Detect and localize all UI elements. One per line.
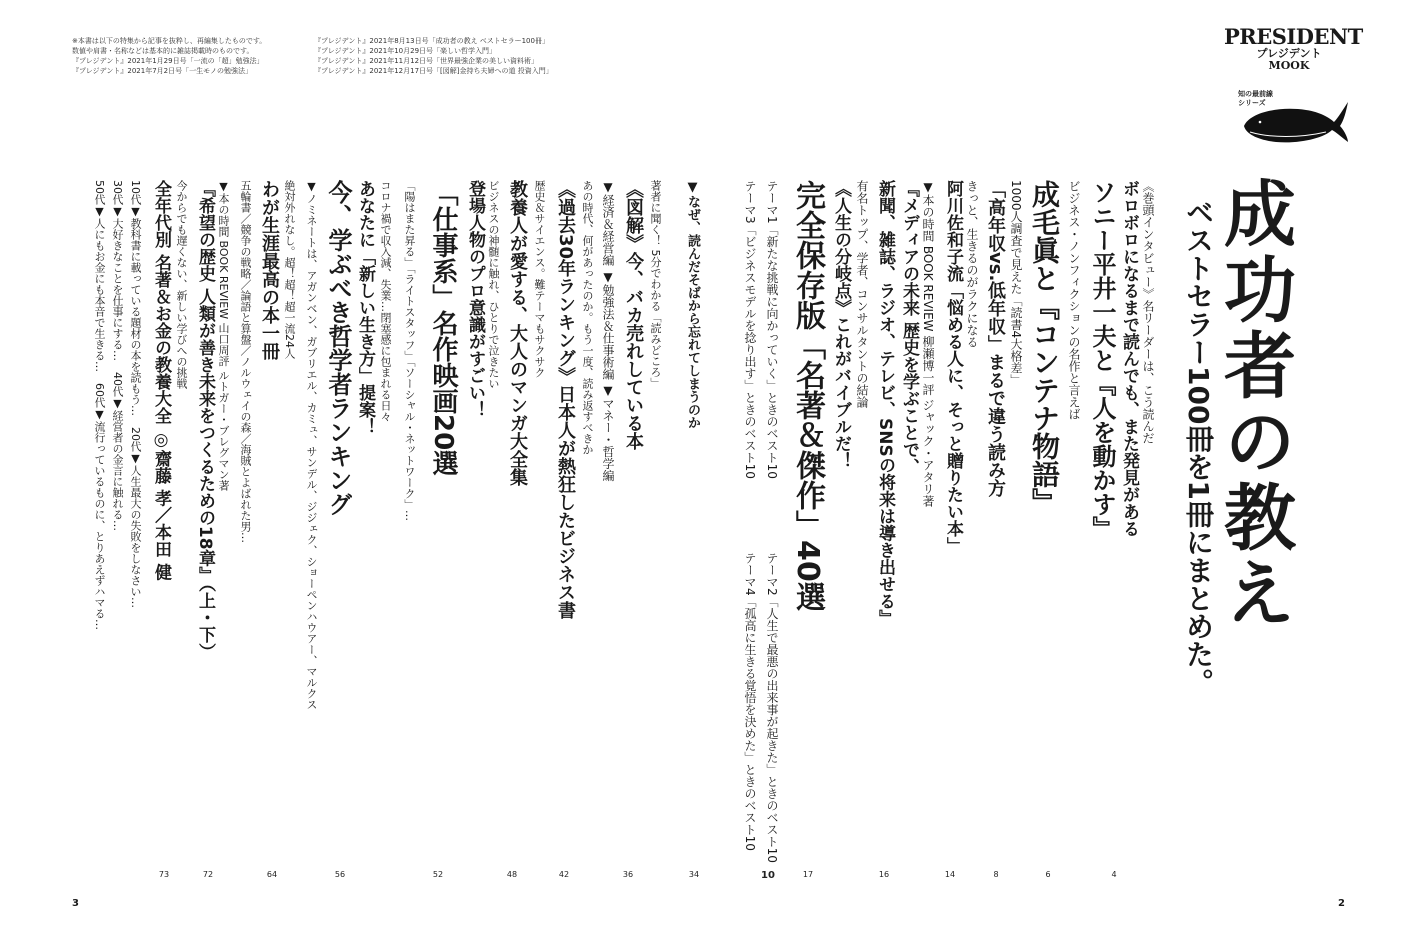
toc-s14-kicker: ▼本の時間 BOOK REVIEW 山口周評 ルトガー・ブレグマン著 xyxy=(217,180,230,492)
toc-page-number: 6 xyxy=(1045,870,1051,879)
toc-page-number: 52 xyxy=(432,870,444,879)
logo-mook: MOOK xyxy=(1268,59,1310,72)
toc-page-number: 16 xyxy=(878,870,890,879)
note-line: 数値や肩書・名称などは基本的に雑誌掲載時のものです。 xyxy=(72,47,254,55)
toc-s11-kicker: ビジネスの神髄に触れ、ひとりで泣きたい xyxy=(487,180,500,389)
toc-s1-kicker: 《巻頭インタビュー》名リーダーは、こう読んだ xyxy=(1141,180,1155,444)
toc-s3-kicker: 1000人調査で見えた「読書4大格差」 xyxy=(1009,180,1023,387)
note-line: 『プレジデント』2021年10月29日号「楽しい哲学入門」 xyxy=(314,47,497,55)
source-notes-left xyxy=(72,36,266,76)
toc-page-number: 48 xyxy=(506,870,518,879)
note-line: 『プレジデント』2021年12月17日号「[図解]金持ち夫婦への道 投資入門」 xyxy=(314,67,553,75)
whale-icon xyxy=(1240,92,1350,148)
toc-s15-kicker: 今からでも遅くない、新しい学びへの挑戦 xyxy=(175,180,188,389)
toc-s13-kicker: 絶対外れなし。超！超！超一流24人 xyxy=(283,180,296,359)
toc-s10-line1: 教養人が愛する、大人のマンガ大全集 xyxy=(507,180,528,486)
toc-s6-kicker: 有名トップ、学者、コンサルタントの結論 xyxy=(855,180,869,408)
toc-s8-line1: 《図解》今、バカ売れしている本 xyxy=(623,180,644,450)
toc-s15-row: 30代▼大好きなことを仕事にする… 40代▼経営者の金言に触れる… xyxy=(111,180,124,531)
toc-s6-theme4: テーマ4「孤高に生きる覚悟を決めた」ときのベスト10 xyxy=(743,552,757,851)
logo-subtitle: プレジデント xyxy=(1256,47,1322,60)
folio-right: 2 xyxy=(1338,898,1345,909)
toc-s9-line1: 《過去30年ランキング》日本人が熱狂したビジネス書 xyxy=(555,180,576,620)
toc-s10-kicker: 歴史＆サイエンス。難テーマもサクサク xyxy=(533,180,546,378)
note-line: 『プレジデント』2021年1月29日号「一流の「超」勉強法」 xyxy=(72,57,264,65)
toc-s6-line2: 完全保存版「名著＆傑作」40選 xyxy=(790,180,825,612)
toc-page-number: 56 xyxy=(334,870,346,879)
note-line: 『プレジデント』2021年8月13日号「成功者の教え ベストセラー100冊」 xyxy=(314,37,549,45)
toc-s11-line2: 「仕事系」名作映画20選 xyxy=(428,180,458,477)
toc-s3-line1: 「高年収vs.低年収」まるで違う読み方 xyxy=(985,180,1006,498)
series-line: シリーズ xyxy=(1238,99,1266,107)
toc-s5-line2: 新聞、雑誌、ラジオ、テレビ、SNSの将来は導き出せる』 xyxy=(875,180,895,627)
toc-s13-line2: 五輪書／競争の戦略／論語と算盤／ノルウェイの森／海賊とよばれた男… xyxy=(239,180,252,543)
toc-s6-line1: 《人生の分岐点》これがバイブルだ！ xyxy=(831,180,851,469)
folio-left: 3 xyxy=(72,898,79,909)
toc-s2-line1: 成毛眞と『コンテナ物語』 xyxy=(1028,180,1061,516)
toc-page-number: 72 xyxy=(202,870,214,879)
toc-s1-line1: ボロボロになるまで読んでも、また発見がある xyxy=(1119,180,1139,537)
toc-s7-line1: ▼なぜ、読んだそばから忘れてしまうのか xyxy=(685,180,700,429)
note-line: ※本書は以下の特集から記事を抜粋し、再編集したものです。 xyxy=(72,37,267,45)
toc-s12-line3: ▼ノミネートは、アガンベン、ガブリエル、カミュ、サンデル、ジジェク、ショーペンハウアー、マルクス xyxy=(305,180,318,710)
toc-s13-line1: わが生涯最高の本一冊 xyxy=(259,180,280,360)
toc-page-number: 14 xyxy=(944,870,956,879)
toc-page-number: 17 xyxy=(802,870,814,879)
toc-s5-kicker: ▼本の時間 BOOK REVIEW 柳瀬博一評 ジャック・アタリ著 xyxy=(921,180,935,508)
book-subtitle: ベストセラー100冊を1冊にまとめた。 xyxy=(1182,198,1215,696)
toc-s8-kicker: 著者に聞く！ 5分でわかる「読みどころ」 xyxy=(649,180,662,389)
toc-s8-line2: ▼経済＆経営編 ▼勉強法＆仕事術編 ▼マネー・哲学編 xyxy=(601,180,615,482)
toc-page-number: 4 xyxy=(1111,870,1117,879)
toc-page-number: 10 xyxy=(761,870,775,881)
toc-s1-line2: ソニー平井一夫と『人を動かす』 xyxy=(1088,180,1116,540)
toc-s6-theme1: テーマ1「新たな挑戦に向かっていく」ときのベスト10 xyxy=(765,180,779,479)
toc-s5-line1: 『メディアの未来 歴史を学ぶことで、 xyxy=(899,180,919,475)
toc-page-number: 73 xyxy=(158,870,170,879)
toc-page-number: 36 xyxy=(622,870,634,879)
toc-s15-line1: 全年代別 名著＆お金の教養大全 ◎齋藤 孝／本田 健 xyxy=(151,180,171,581)
toc-s9-kicker: あの時代、何があったのか。もう一度、読み返すべきか xyxy=(581,180,594,455)
logo-title: PRESIDENT xyxy=(1224,24,1363,49)
toc-s4-line1: 阿川佐和子流「悩める人に、そっと贈りたい本」 xyxy=(943,180,963,554)
note-line: 『プレジデント』2021年7月2日号「一生モノの勉強法」 xyxy=(72,67,253,75)
toc-s12-line2: 今、学ぶべき哲学者ランキング xyxy=(324,180,352,516)
toc-s6-theme2: テーマ2「人生で最悪の出来事が起きた」ときのベスト10 xyxy=(765,552,779,863)
book-title: 成功者の教え xyxy=(1212,176,1296,632)
note-line: 『プレジデント』2021年11月12日号「世界最強企業の美しい資料術」 xyxy=(314,57,539,65)
toc-page-number: 8 xyxy=(993,870,999,879)
toc-s11b-kicker: 「陽はまた昇る」「ライトスタッフ」「ソーシャル・ネットワーク」… xyxy=(403,180,416,521)
toc-s14-line1: 『希望の歴史 人類が善き未来をつくるための18章』（上・下） xyxy=(195,180,215,661)
series-line: 知の最前線 xyxy=(1238,90,1273,98)
toc-s15-row: 50代▼人にもお金にも本音で生きる… 60代▼流行っているものに、とりあえずハマる… xyxy=(93,180,106,630)
president-mook-logo xyxy=(1224,24,1363,107)
source-notes-right xyxy=(314,36,553,76)
toc-s4-kicker: きっと、生きるのがラクになる xyxy=(965,180,979,348)
toc-s12-line1: あなたに「新しい生き方」提案！ xyxy=(355,180,375,435)
toc-page-number: 64 xyxy=(266,870,278,879)
toc-s12-kicker: コロナ禍で収入減、失業…閉塞感に包まれる日々 xyxy=(379,180,392,422)
toc-s2-kicker: ビジネス・ノンフィクションの名作と言えば xyxy=(1067,180,1081,420)
toc-s15-row: 10代▼教科書に載っている題材の本を読もう… 20代▼人生最大の失敗をしなさい… xyxy=(129,180,142,608)
toc-page-number: 34 xyxy=(688,870,700,879)
toc-page-number: 42 xyxy=(558,870,570,879)
toc-s6-theme3: テーマ3「ビジネスモデルを捻り出す」ときのベスト10 xyxy=(743,180,757,479)
toc-s11-line1: 登場人物のプロ意識がすごい！ xyxy=(465,180,485,418)
